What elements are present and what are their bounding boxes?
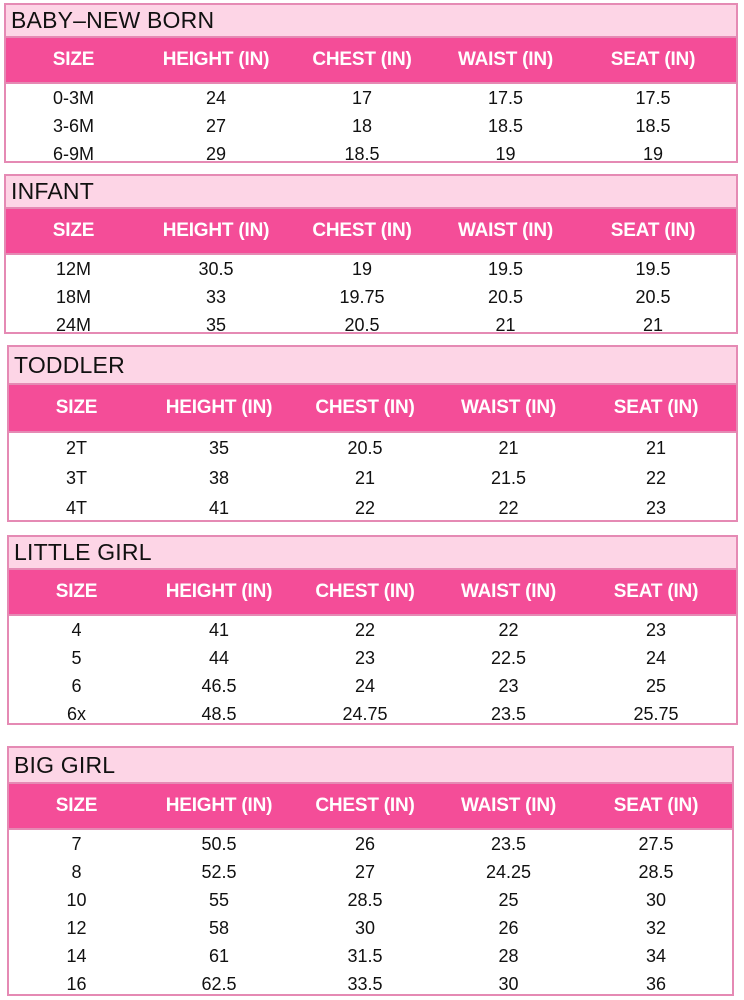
table-row	[9, 616, 736, 644]
seat-cell: 19	[642, 143, 664, 164]
chest-cell: 20.5	[347, 437, 383, 458]
seat-cell: 18.5	[635, 115, 671, 136]
column-header-waist: WAIST (IN)	[457, 220, 554, 241]
seat-cell: 25.75	[633, 703, 679, 724]
seat-cell: 19.5	[635, 258, 671, 279]
height-cell: 52.5	[201, 861, 237, 882]
size-cell: 2T	[65, 437, 87, 458]
section-baby-new-born	[4, 3, 738, 163]
table-row	[9, 914, 732, 942]
table-row	[6, 283, 736, 311]
column-header-size: SIZE	[55, 397, 98, 418]
table-row	[6, 84, 736, 112]
table-row	[6, 311, 736, 339]
table-row	[6, 255, 736, 283]
column-header-seat: SEAT (IN)	[610, 49, 696, 70]
column-header-seat: SEAT (IN)	[613, 795, 699, 816]
seat-cell: 25	[645, 675, 667, 696]
section-title: LITTLE GIRL	[9, 537, 736, 570]
height-cell: 48.5	[201, 703, 237, 724]
section-title: INFANT	[6, 176, 736, 209]
size-cell: 6-9M	[52, 143, 94, 164]
section-infant	[4, 174, 738, 334]
column-header-waist: WAIST (IN)	[457, 49, 554, 70]
waist-cell: 25	[498, 889, 519, 910]
table-row	[6, 140, 736, 168]
seat-cell: 28.5	[638, 861, 674, 882]
size-cell: 6	[71, 675, 82, 696]
height-cell: 55	[208, 889, 230, 910]
section-title: TODDLER	[9, 347, 736, 385]
waist-cell: 26	[498, 917, 519, 938]
seat-cell: 24	[645, 647, 667, 668]
table-row	[6, 112, 736, 140]
chest-cell: 17	[351, 87, 373, 108]
waist-cell: 21	[498, 437, 519, 458]
height-cell: 62.5	[201, 973, 237, 994]
section-toddler	[7, 345, 738, 522]
chest-cell: 24.75	[342, 703, 388, 724]
seat-cell: 23	[645, 497, 667, 518]
column-header-row	[6, 209, 736, 255]
size-cell: 7	[71, 833, 82, 854]
table-row	[9, 433, 736, 463]
chest-cell: 31.5	[347, 945, 383, 966]
height-cell: 30.5	[198, 258, 234, 279]
column-header-waist: WAIST (IN)	[460, 581, 557, 602]
column-header-size: SIZE	[52, 49, 95, 70]
waist-cell: 23	[498, 675, 519, 696]
seat-cell: 27.5	[638, 833, 674, 854]
size-cell: 6x	[66, 703, 86, 724]
height-cell: 38	[208, 467, 230, 488]
size-cell: 0-3M	[52, 87, 94, 108]
column-header-chest: CHEST (IN)	[315, 581, 415, 602]
section-title: BABY–NEW BORN	[6, 5, 736, 38]
column-header-seat: SEAT (IN)	[613, 581, 699, 602]
column-header-height: HEIGHT (IN)	[162, 220, 270, 241]
waist-cell: 22	[498, 497, 519, 518]
table-row	[9, 942, 732, 970]
table-row	[9, 858, 732, 886]
table-row	[9, 700, 736, 728]
height-cell: 35	[208, 437, 230, 458]
waist-cell: 21.5	[490, 467, 527, 488]
column-header-row	[6, 38, 736, 84]
section-title: BIG GIRL	[9, 748, 732, 784]
height-cell: 46.5	[201, 675, 237, 696]
column-header-waist: WAIST (IN)	[460, 795, 557, 816]
column-header-size: SIZE	[55, 581, 98, 602]
size-cell: 24M	[55, 314, 91, 335]
column-header-height: HEIGHT (IN)	[165, 397, 273, 418]
height-cell: 41	[208, 619, 230, 640]
waist-cell: 28	[498, 945, 519, 966]
size-cell: 10	[66, 889, 87, 910]
table-row	[9, 493, 736, 523]
height-cell: 44	[208, 647, 230, 668]
column-header-size: SIZE	[52, 220, 95, 241]
column-header-chest: CHEST (IN)	[315, 397, 415, 418]
size-cell: 8	[71, 861, 82, 882]
waist-cell: 22.5	[490, 647, 527, 668]
chest-cell: 19	[351, 258, 373, 279]
seat-cell: 36	[645, 973, 667, 994]
column-header-row	[9, 784, 732, 830]
waist-cell: 19.5	[487, 258, 524, 279]
section-little-girl	[7, 535, 738, 725]
chest-cell: 23	[354, 647, 376, 668]
section-big-girl	[7, 746, 734, 996]
column-header-height: HEIGHT (IN)	[162, 49, 270, 70]
column-header-chest: CHEST (IN)	[312, 49, 412, 70]
height-cell: 58	[208, 917, 230, 938]
seat-cell: 20.5	[635, 286, 671, 307]
size-cell: 3T	[65, 467, 87, 488]
seat-cell: 21	[645, 437, 667, 458]
height-cell: 41	[208, 497, 230, 518]
chest-cell: 21	[354, 467, 376, 488]
size-cell: 5	[71, 647, 82, 668]
column-header-height: HEIGHT (IN)	[165, 795, 273, 816]
table-row	[9, 886, 732, 914]
seat-cell: 34	[645, 945, 667, 966]
size-cell: 18M	[55, 286, 91, 307]
waist-cell: 23.5	[490, 833, 527, 854]
height-cell: 35	[205, 314, 227, 335]
size-cell: 12M	[55, 258, 91, 279]
column-header-row	[9, 385, 736, 433]
waist-cell: 19	[495, 143, 516, 164]
chest-cell: 33.5	[347, 973, 383, 994]
seat-cell: 32	[645, 917, 667, 938]
seat-cell: 22	[645, 467, 667, 488]
table-row	[9, 830, 732, 858]
size-cell: 16	[66, 973, 87, 994]
seat-cell: 23	[645, 619, 667, 640]
height-cell: 29	[205, 143, 227, 164]
column-header-size: SIZE	[55, 795, 98, 816]
height-cell: 33	[205, 286, 227, 307]
chest-cell: 26	[354, 833, 376, 854]
seat-cell: 17.5	[635, 87, 671, 108]
table-row	[9, 463, 736, 493]
waist-cell: 22	[498, 619, 519, 640]
height-cell: 27	[205, 115, 227, 136]
waist-cell: 23.5	[490, 703, 527, 724]
column-header-seat: SEAT (IN)	[613, 397, 699, 418]
size-cell: 14	[66, 945, 87, 966]
table-row	[9, 970, 732, 998]
column-header-waist: WAIST (IN)	[460, 397, 557, 418]
chest-cell: 22	[354, 619, 376, 640]
chest-cell: 22	[354, 497, 376, 518]
seat-cell: 30	[645, 889, 667, 910]
chest-cell: 24	[354, 675, 376, 696]
chest-cell: 30	[354, 917, 376, 938]
waist-cell: 18.5	[487, 115, 524, 136]
chest-cell: 28.5	[347, 889, 383, 910]
column-header-chest: CHEST (IN)	[315, 795, 415, 816]
size-cell: 12	[66, 917, 87, 938]
column-header-chest: CHEST (IN)	[312, 220, 412, 241]
size-cell: 4T	[65, 497, 87, 518]
waist-cell: 30	[498, 973, 519, 994]
height-cell: 24	[205, 87, 227, 108]
chest-cell: 18	[351, 115, 373, 136]
table-row	[9, 644, 736, 672]
chest-cell: 19.75	[339, 286, 385, 307]
waist-cell: 24.25	[485, 861, 532, 882]
height-cell: 50.5	[201, 833, 237, 854]
column-header-seat: SEAT (IN)	[610, 220, 696, 241]
column-header-height: HEIGHT (IN)	[165, 581, 273, 602]
chest-cell: 27	[354, 861, 376, 882]
waist-cell: 21	[495, 314, 516, 335]
size-cell: 4	[71, 619, 82, 640]
waist-cell: 17.5	[487, 87, 524, 108]
table-row	[9, 672, 736, 700]
size-cell: 3-6M	[52, 115, 94, 136]
chest-cell: 20.5	[344, 314, 380, 335]
height-cell: 61	[208, 945, 230, 966]
waist-cell: 20.5	[487, 286, 524, 307]
chest-cell: 18.5	[344, 143, 380, 164]
column-header-row	[9, 570, 736, 616]
seat-cell: 21	[642, 314, 664, 335]
